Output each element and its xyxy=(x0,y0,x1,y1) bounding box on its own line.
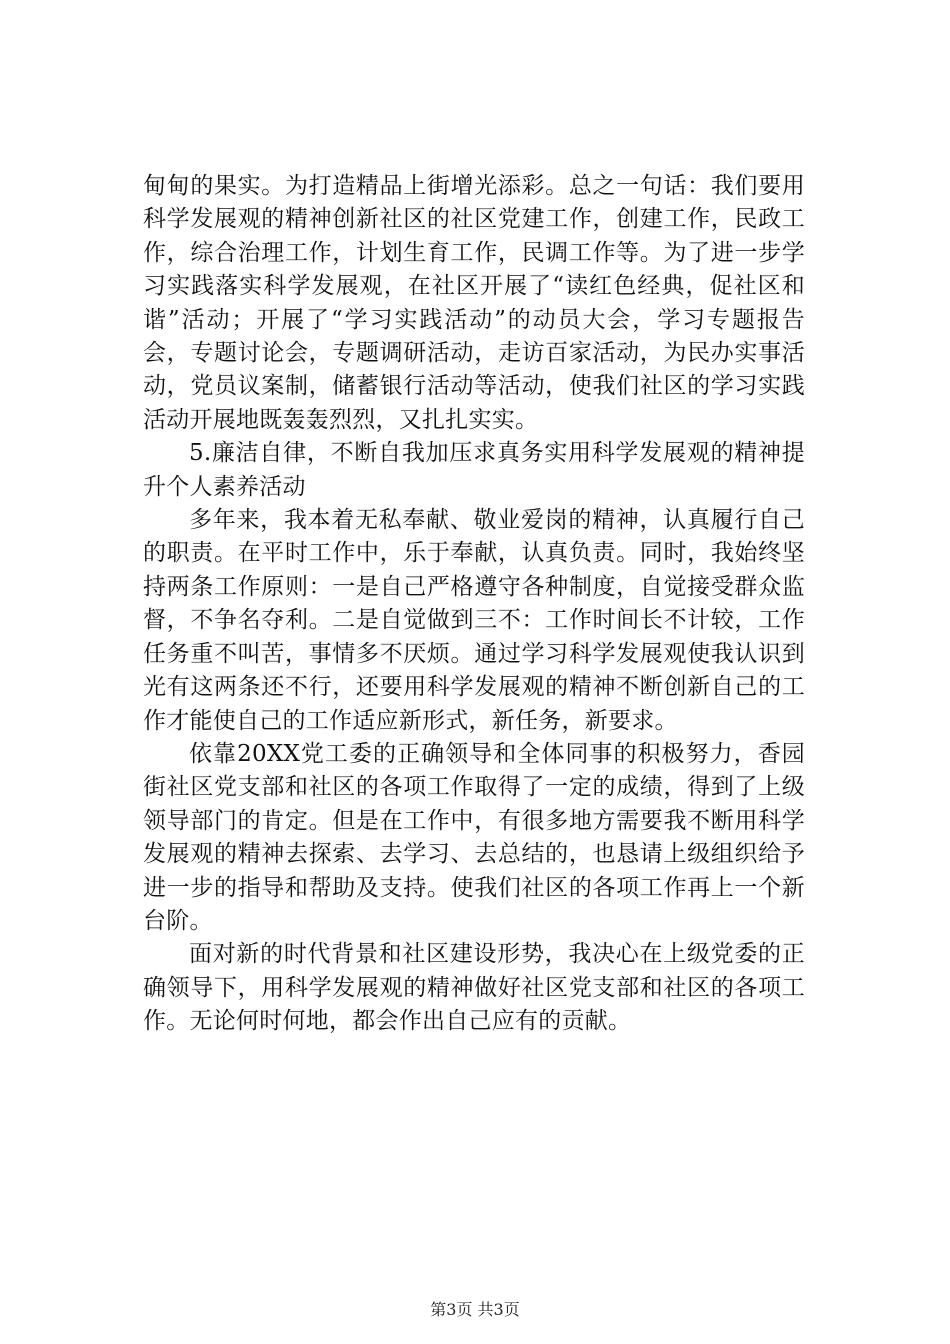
paragraph-self-discipline: 多年来，我本着无私奉献、敬业爱岗的精神，认真履行自己的职责。在平时工作中，乐于奉献，认真负责。同时，我始终坚持两条工作原则：一是自己严格遵守各种制度，自觉接受群众监督，不争名夺利。二是自觉做到三不：工作时间长不计较，工作任务重不叫苦，事情多不厌烦。通过学习科学发展观使我认识到光有这两条还不行，还要用科学发展观的精神不断创新自己的工作才能使自己的工作适应新形式，新任务，新要求。 xyxy=(143,507,805,734)
paragraph-achievements: 依靠20XX党工委的正确领导和全体同事的积极努力，香园街社区党支部和社区的各项工作取得了一定的成绩，得到了上级领导部门的肯定。但是在工作中，有很多地方需要我不断用科学发展观的精神去探索、去学习、去总结的，也恳请上级组织给予进一步的指导和帮助及支持。使我们社区的各项工作再上一个新台阶。 xyxy=(143,740,805,934)
paragraph-continuation: 甸甸的果实。为打造精品上街增光添彩。总之一句话：我们要用科学发展观的精神创新社区的社区党建工作，创建工作，民政工作，综合治理工作，计划生育工作，民调工作等。为了进一步学习实践落实科学发展观，在社区开展了“读红色经典，促社区和谐”活动；开展了“学习实践活动”的动员大会，学习专题报告会，专题讨论会，专题调研活动，走访百家活动，为民办实事活动，党员议案制，储蓄银行活动等活动，使我们社区的学习实践活动开展地既轰轰烈烈，又扎扎实实。 xyxy=(143,173,805,433)
section-heading-5: 5.廉洁自律，不断自我加压求真务实用科学发展观的精神提升个人素养活动 xyxy=(143,440,805,500)
document-body xyxy=(143,170,805,1039)
page-number-footer: 第3页 共3页 xyxy=(430,1300,520,1319)
paragraph-conclusion: 面对新的时代背景和社区建设形势，我决心在上级党委的正确领导下，用科学发展观的精神做好社区党支部和社区的各项工作。无论何时何地，都会作出自己应有的贡献。 xyxy=(143,941,805,1035)
